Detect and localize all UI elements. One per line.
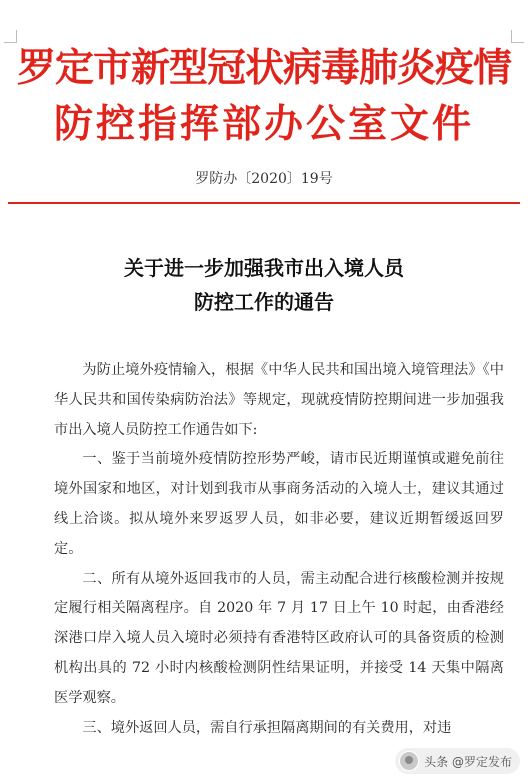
notice-title-line-2: 防控工作的通告: [194, 290, 334, 314]
header-title-line-2: 防控指挥部办公室文件: [53, 101, 474, 147]
source-watermark: [395, 748, 520, 774]
notice-body: [54, 356, 504, 743]
crop-mark-top-left: [4, 30, 17, 43]
body-paragraph-1: 一、鉴于当前境外疫情防控形势严峻，请市民近期谨慎或避免前往境外国家和地区，对计划到我市从事商务活动的入境人士，建议其通过线上洽谈。拟从境外来罗返罗人员，如非必要，建议近期暂缓返回罗定。: [54, 451, 504, 557]
body-paragraph-2: 二、所有从境外返回我市的人员，需主动配合进行核酸检测并按规定履行相关隔离程序。自 2020 年 7 月 17 日上午 10 时起，由香港经深港口岸入境人员入境时必须持有香港特区政府认可的具备资质的检测机构出具的 72 小时内核酸检测阴性结果证明，并接受 14 天集中隔离医学观察。: [54, 570, 504, 706]
watermark-text: 头条 @罗定发布: [424, 754, 512, 769]
crop-mark-top-right: [511, 30, 524, 43]
red-divider-line: [8, 202, 520, 204]
avatar-icon: [399, 751, 419, 771]
header-title-line-1: 罗定市新型冠状病毒肺炎疫情: [16, 45, 511, 91]
body-paragraph-3: 三、境外返回人员，需自行承担隔离期间的有关费用，对违: [82, 719, 452, 736]
document-number: 罗防办〔2020〕19号: [195, 171, 333, 187]
notice-title-line-1: 关于进一步加强我市出入境人员: [124, 256, 404, 280]
body-paragraph-intro: 为防止境外疫情输入，根据《中华人民共和国出境入境管理法》《中华人民共和国传染病防治法》等规定，现就疫情防控期间进一步加强我市出入境人员防控工作通告如下:: [54, 362, 504, 438]
